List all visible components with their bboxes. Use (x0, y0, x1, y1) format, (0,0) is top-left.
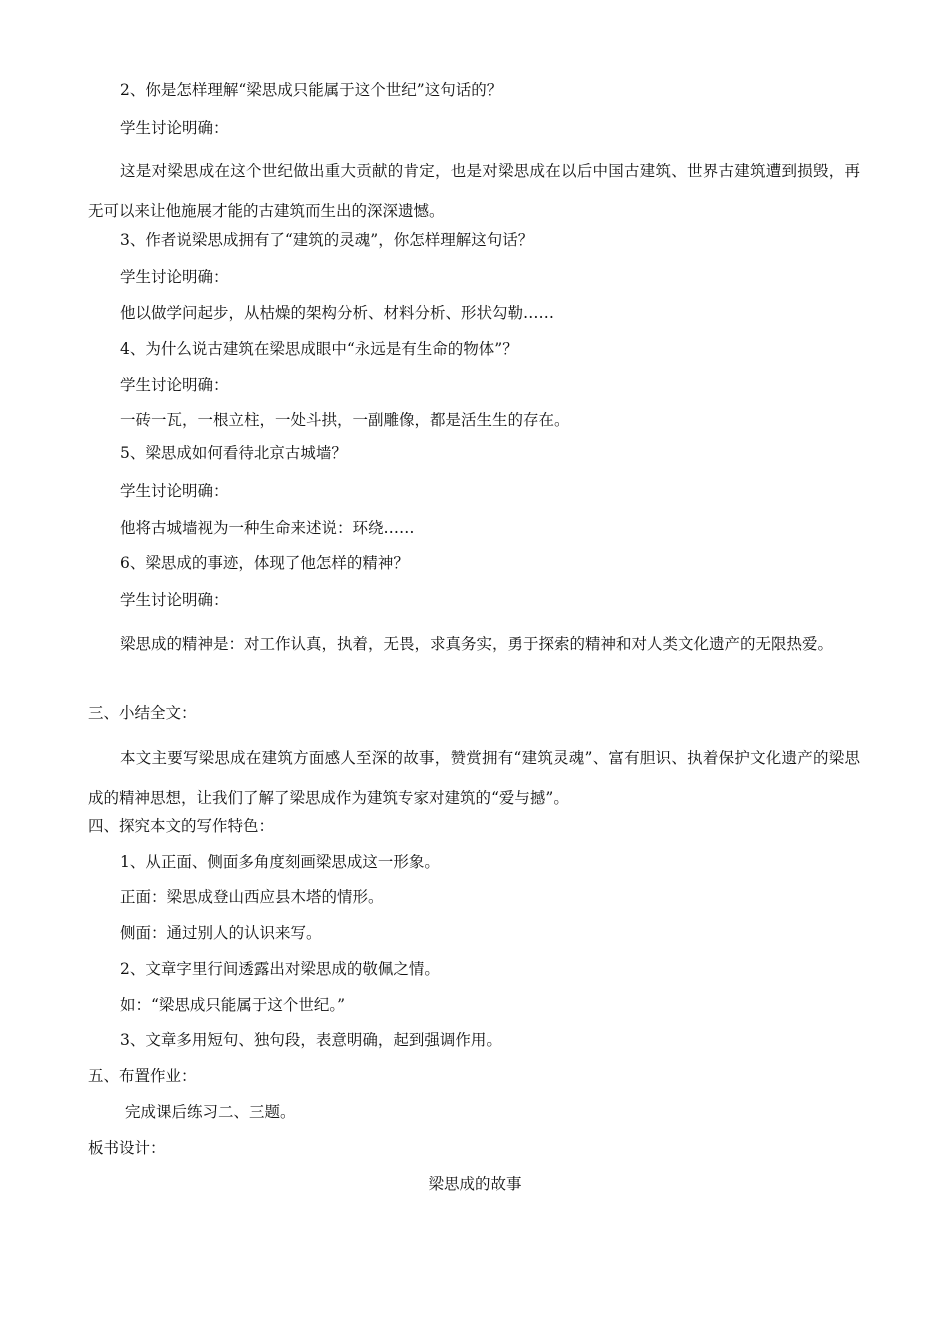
feature-1-front: 正面：梁思成登山西应县木塔的情形。 (120, 888, 384, 906)
question-3: 3、作者说梁思成拥有了“建筑的灵魂”，你怎样理解这句话？ (120, 231, 534, 249)
question-2: 2、你是怎样理解“梁思成只能属于这个世纪”这句话的？ (120, 81, 503, 99)
discussion-label-2: 学生讨论明确： (120, 119, 229, 137)
feature-3: 3、文章多用短句、独句段，表意明确，起到强调作用。 (120, 1031, 502, 1049)
section-4-heading: 四、探究本文的写作特色： (88, 817, 275, 835)
answer-2 (88, 151, 860, 231)
feature-1: 1、从正面、侧面多角度刻画梁思成这一形象。 (120, 853, 440, 871)
feature-1-side: 侧面：通过别人的认识来写。 (120, 924, 322, 942)
question-5: 5、梁思成如何看待北京古城墙？ (120, 444, 347, 462)
section-5-heading: 五、布置作业： (88, 1067, 197, 1085)
discussion-label-4: 学生讨论明确： (120, 376, 229, 394)
answer-6 (88, 624, 860, 664)
discussion-label-5: 学生讨论明确： (120, 482, 229, 500)
feature-2: 2、文章字里行间透露出对梁思成的敬佩之情。 (120, 960, 440, 978)
feature-2-example: 如：“梁思成只能属于这个世纪。” (120, 996, 346, 1014)
answer-5: 他将古城墙视为一种生命来述说：环绕…… (120, 519, 415, 537)
section-3-heading: 三、小结全文： (88, 704, 197, 722)
answer-3: 他以做学问起步，从枯燥的架构分析、材料分析、形状勾勒…… (120, 304, 555, 322)
answer-6-text: 梁思成的精神是：对工作认真，执着，无畏，求真务实，勇于探索的精神和对人类文化遗产的无限热爱。 (120, 635, 834, 653)
answer-4: 一砖一瓦，一根立柱，一处斗拱，一副雕像，都是活生生的存在。 (120, 411, 570, 429)
section-3-body (88, 738, 860, 818)
question-4: 4、为什么说古建筑在梁思成眼中“永远是有生命的物体”？ (120, 340, 518, 358)
answer-2-text: 这是对梁思成在这个世纪做出重大贡献的肯定，也是对梁思成在以后中国古建筑、世界古建筑遭到损毁，再无可以来让他施展才能的古建筑而生出的深深遗憾。 (88, 162, 860, 220)
board-design-heading: 板书设计： (88, 1139, 166, 1157)
discussion-label-3: 学生讨论明确： (120, 268, 229, 286)
homework: 完成课后练习二、三题。 (125, 1103, 296, 1121)
board-title: 梁思成的故事 (428, 1175, 522, 1193)
discussion-label-6: 学生讨论明确： (120, 591, 229, 609)
question-6: 6、梁思成的事迹，体现了他怎样的精神？ (120, 554, 409, 572)
section-3-body-text: 本文主要写梁思成在建筑方面感人至深的故事，赞赏拥有“建筑灵魂”、富有胆识、执着保护文化遗产的梁思成的精神思想，让我们了解了梁思成作为建筑专家对建筑的“爱与撼”。 (88, 749, 860, 807)
